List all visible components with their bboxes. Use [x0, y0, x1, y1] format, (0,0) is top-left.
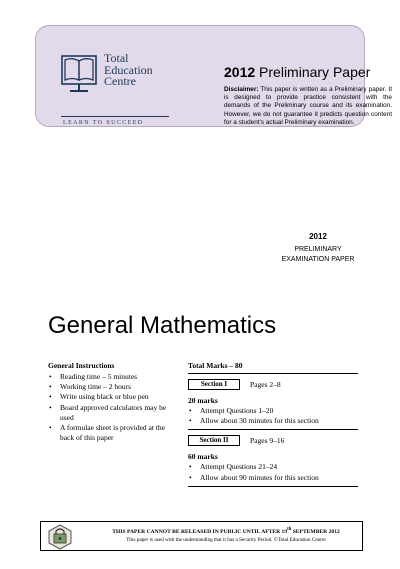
list-item: • Board approved calculators may be used [48, 403, 180, 423]
list-item: • A formulae sheet is provided at the back of this paper [48, 423, 180, 443]
list-item: • Working time – 2 hours [48, 382, 180, 392]
paper-title-text: Preliminary Paper [259, 64, 371, 80]
logo-title-line: Total [104, 51, 129, 65]
section-items [188, 406, 358, 426]
section-pages: Pages 2–8 [250, 380, 281, 389]
disclaimer-label: Disclaimer: [224, 86, 259, 93]
divider [188, 429, 358, 430]
logo-title [104, 53, 174, 88]
paper-title [224, 64, 370, 80]
section-label: Section II [188, 435, 240, 446]
divider [188, 373, 358, 374]
instructions-list [48, 372, 180, 443]
exam-block [268, 232, 368, 265]
exam-year: 2012 [309, 232, 327, 241]
general-instructions-heading: General Instructions [48, 361, 115, 370]
footer-release-notice [93, 527, 359, 535]
list-item: • Allow about 90 minutes for this section [188, 473, 358, 483]
section-pages: Pages 9–16 [250, 436, 285, 446]
section-label: Section I [188, 379, 240, 390]
paper-year: 2012 [224, 64, 256, 80]
disclaimer [224, 86, 392, 127]
logo-tagline: LEARN TO SUCCEED [63, 120, 144, 126]
divider [188, 486, 358, 487]
section-marks: 20 marks [188, 396, 218, 405]
footer-release-suffix: SEPTEMBER 2012 [291, 528, 340, 535]
list-item: • Attempt Questions 1–20 [188, 406, 358, 416]
exam-line-examination-paper: EXAMINATION PAPER [281, 256, 355, 263]
logo-title-line: Centre [104, 74, 136, 88]
footer-release-prefix: THIS PAPER CANNOT BE RELEASED IN PUBLIC UNTIL AFTER 19 [112, 528, 288, 535]
exam-line-preliminary: PRELIMINARY [294, 246, 342, 253]
section-row [188, 435, 358, 448]
list-item: • Attempt Questions 21–24 [188, 462, 358, 472]
disclaimer-text: This paper is written as a Preliminary paper. It is designed to provide practice consistent with the demands of the Preliminary course and its examination. However, we do not guarantee it predicts question content for a student's actual Preliminary examination. [224, 86, 392, 126]
general-instructions [48, 361, 180, 443]
subject-title: General Mathematics [48, 312, 277, 339]
section-marks: 60 marks [188, 452, 218, 462]
total-marks: Total Marks – 80 [188, 361, 243, 370]
footer-release-sup: th [287, 527, 292, 532]
list-item: • Allow about 30 minutes for this section [188, 416, 358, 426]
list-item: • Reading time – 5 minutes [48, 372, 180, 382]
security-seal-icon [47, 524, 73, 550]
logo-divider [61, 116, 169, 117]
marks-column [188, 361, 358, 492]
section-row [188, 379, 358, 392]
list-item: • Write using black or blue pen [48, 392, 180, 402]
section-items [188, 462, 358, 482]
logo-title-line: Education [104, 62, 153, 77]
security-footer [40, 521, 363, 551]
header-box [35, 25, 392, 127]
footer-security-notice: This paper is used with the understanding that it has a Security Period. ©Total Education Centre [126, 537, 326, 543]
